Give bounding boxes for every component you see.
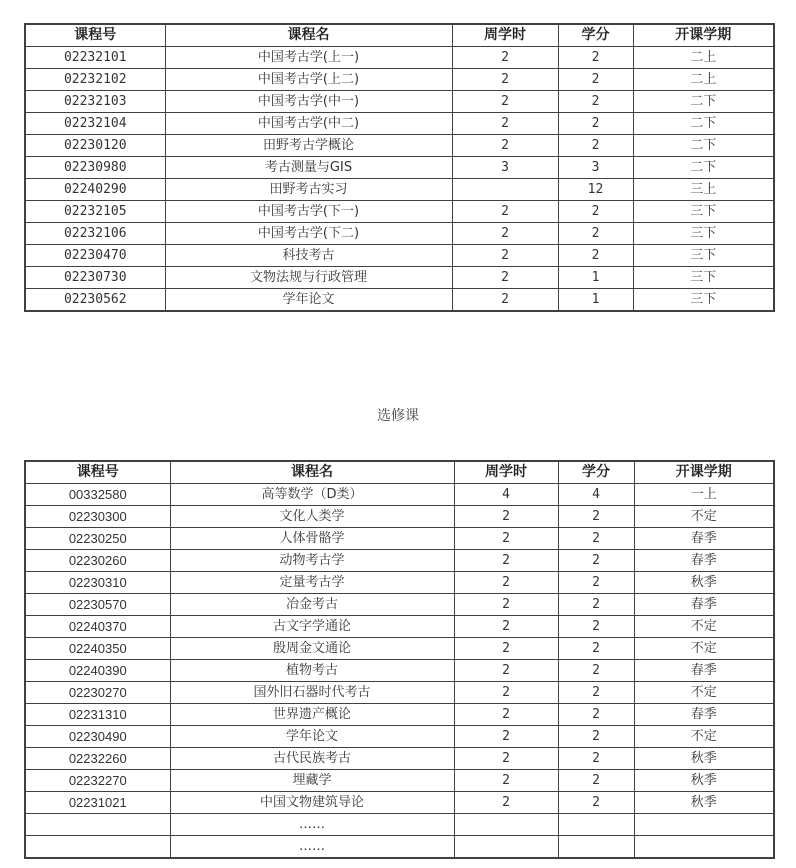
semester-cell: 二上 xyxy=(633,47,774,69)
table-row xyxy=(25,289,774,312)
table-row xyxy=(25,638,774,660)
weekly-hours-cell: 2 xyxy=(454,550,558,572)
course-code-cell xyxy=(25,836,170,859)
semester-cell: 不定 xyxy=(634,682,774,704)
table-row xyxy=(25,704,774,726)
course-name-cell: 殷周金文通论 xyxy=(170,638,454,660)
credits-cell: 2 xyxy=(558,113,633,135)
semester-cell: 不定 xyxy=(634,638,774,660)
course-name-cell: 中国考古学(上一) xyxy=(165,47,452,69)
course-name-cell: …… xyxy=(170,814,454,836)
course-code-cell: 02230730 xyxy=(25,267,165,289)
credits-cell: 3 xyxy=(558,157,633,179)
credits-cell: 2 xyxy=(558,682,634,704)
weekly-hours-cell: 2 xyxy=(454,792,558,814)
course-code-cell: 02240390 xyxy=(25,660,170,682)
semester-cell: 三下 xyxy=(633,289,774,312)
weekly-hours-cell: 2 xyxy=(454,616,558,638)
course-code-cell: 02230562 xyxy=(25,289,165,312)
table-row xyxy=(25,157,774,179)
table-row xyxy=(25,267,774,289)
course-name-cell: 文化人类学 xyxy=(170,506,454,528)
table-row xyxy=(25,726,774,748)
header-credits: 学分 xyxy=(558,461,634,484)
credits-cell: 2 xyxy=(558,748,634,770)
credits-cell: 2 xyxy=(558,69,633,91)
course-name-cell: 中国文物建筑导论 xyxy=(170,792,454,814)
weekly-hours-cell: 2 xyxy=(454,770,558,792)
credits-cell: 2 xyxy=(558,528,634,550)
credits-cell: 2 xyxy=(558,770,634,792)
course-name-cell: 文物法规与行政管理 xyxy=(165,267,452,289)
table-header-row xyxy=(25,24,774,47)
course-name-cell: 考古测量与GIS xyxy=(165,157,452,179)
semester-cell: 二下 xyxy=(633,135,774,157)
weekly-hours-cell xyxy=(454,814,558,836)
course-code-cell: 02230470 xyxy=(25,245,165,267)
weekly-hours-cell: 2 xyxy=(452,91,558,113)
header-weekly-hours: 周学时 xyxy=(454,461,558,484)
credits-cell: 2 xyxy=(558,660,634,682)
required-course-table xyxy=(24,23,775,312)
course-name-cell: 冶金考古 xyxy=(170,594,454,616)
table-row xyxy=(25,245,774,267)
credits-cell: 2 xyxy=(558,638,634,660)
credits-cell: 2 xyxy=(558,550,634,572)
course-code-cell: 02230980 xyxy=(25,157,165,179)
semester-cell: 不定 xyxy=(634,616,774,638)
weekly-hours-cell: 2 xyxy=(452,223,558,245)
course-code-cell: 02232104 xyxy=(25,113,165,135)
credits-cell: 2 xyxy=(558,135,633,157)
table-row xyxy=(25,792,774,814)
course-code-cell: 02232106 xyxy=(25,223,165,245)
elective-course-table xyxy=(24,460,775,859)
semester-cell: 三下 xyxy=(633,201,774,223)
weekly-hours-cell: 2 xyxy=(454,528,558,550)
course-code-cell: 02240290 xyxy=(25,179,165,201)
weekly-hours-cell: 2 xyxy=(454,594,558,616)
credits-cell: 2 xyxy=(558,47,633,69)
semester-cell: 秋季 xyxy=(634,792,774,814)
semester-cell: 二下 xyxy=(633,157,774,179)
credits-cell: 1 xyxy=(558,289,633,312)
weekly-hours-cell: 2 xyxy=(454,748,558,770)
table-header-row xyxy=(25,461,774,484)
table-row xyxy=(25,616,774,638)
credits-cell: 2 xyxy=(558,506,634,528)
course-code-cell: 02232101 xyxy=(25,47,165,69)
course-name-cell: 科技考古 xyxy=(165,245,452,267)
weekly-hours-cell: 2 xyxy=(452,245,558,267)
semester-cell: 春季 xyxy=(634,660,774,682)
credits-cell: 4 xyxy=(558,484,634,506)
header-weekly-hours: 周学时 xyxy=(452,24,558,47)
course-code-cell: 02240370 xyxy=(25,616,170,638)
semester-cell xyxy=(634,836,774,859)
course-name-cell: 高等数学（D类） xyxy=(170,484,454,506)
semester-cell: 秋季 xyxy=(634,572,774,594)
header-credits: 学分 xyxy=(558,24,633,47)
course-name-cell: …… xyxy=(170,836,454,859)
semester-cell: 不定 xyxy=(634,726,774,748)
course-code-cell: 02240350 xyxy=(25,638,170,660)
table-row xyxy=(25,594,774,616)
course-name-cell: 中国考古学(中二) xyxy=(165,113,452,135)
course-code-cell: 02230260 xyxy=(25,550,170,572)
course-name-cell: 定量考古学 xyxy=(170,572,454,594)
weekly-hours-cell: 2 xyxy=(454,682,558,704)
table-row xyxy=(25,682,774,704)
header-course-name: 课程名 xyxy=(165,24,452,47)
header-course-code: 课程号 xyxy=(25,461,170,484)
credits-cell: 2 xyxy=(558,91,633,113)
course-name-cell: 学年论文 xyxy=(165,289,452,312)
weekly-hours-cell xyxy=(452,179,558,201)
weekly-hours-cell: 2 xyxy=(452,69,558,91)
weekly-hours-cell: 2 xyxy=(452,113,558,135)
course-name-cell: 田野考古学概论 xyxy=(165,135,452,157)
course-name-cell: 埋藏学 xyxy=(170,770,454,792)
semester-cell: 二上 xyxy=(633,69,774,91)
weekly-hours-cell: 2 xyxy=(454,660,558,682)
course-name-cell: 动物考古学 xyxy=(170,550,454,572)
table-row xyxy=(25,572,774,594)
credits-cell: 2 xyxy=(558,201,633,223)
course-code-cell: 02231310 xyxy=(25,704,170,726)
table-row xyxy=(25,836,774,859)
course-name-cell: 世界遗产概论 xyxy=(170,704,454,726)
weekly-hours-cell xyxy=(454,836,558,859)
table-row xyxy=(25,135,774,157)
semester-cell: 春季 xyxy=(634,594,774,616)
course-code-cell: 02230490 xyxy=(25,726,170,748)
course-code-cell xyxy=(25,814,170,836)
semester-cell: 三下 xyxy=(633,267,774,289)
course-code-cell: 02230120 xyxy=(25,135,165,157)
credits-cell: 2 xyxy=(558,572,634,594)
table-row xyxy=(25,506,774,528)
course-code-cell: 02232260 xyxy=(25,748,170,770)
course-name-cell: 中国考古学(上二) xyxy=(165,69,452,91)
header-semester: 开课学期 xyxy=(633,24,774,47)
table-row xyxy=(25,91,774,113)
table-row xyxy=(25,201,774,223)
semester-cell: 三下 xyxy=(633,245,774,267)
course-code-cell: 02230270 xyxy=(25,682,170,704)
semester-cell: 春季 xyxy=(634,528,774,550)
table-row xyxy=(25,660,774,682)
course-name-cell: 人体骨骼学 xyxy=(170,528,454,550)
credits-cell: 2 xyxy=(558,792,634,814)
course-code-cell: 02230250 xyxy=(25,528,170,550)
semester-cell: 春季 xyxy=(634,550,774,572)
semester-cell: 一上 xyxy=(634,484,774,506)
weekly-hours-cell: 2 xyxy=(454,506,558,528)
course-name-cell: 中国考古学(下二) xyxy=(165,223,452,245)
table-row xyxy=(25,223,774,245)
semester-cell: 三下 xyxy=(633,223,774,245)
course-code-cell: 00332580 xyxy=(25,484,170,506)
table-row xyxy=(25,484,774,506)
weekly-hours-cell: 2 xyxy=(452,135,558,157)
weekly-hours-cell: 2 xyxy=(452,289,558,312)
header-course-name: 课程名 xyxy=(170,461,454,484)
weekly-hours-cell: 2 xyxy=(452,47,558,69)
semester-cell xyxy=(634,814,774,836)
weekly-hours-cell: 2 xyxy=(454,726,558,748)
credits-cell xyxy=(558,836,634,859)
credits-cell: 2 xyxy=(558,594,634,616)
credits-cell: 2 xyxy=(558,704,634,726)
semester-cell: 秋季 xyxy=(634,748,774,770)
table-row xyxy=(25,550,774,572)
semester-cell: 春季 xyxy=(634,704,774,726)
header-course-code: 课程号 xyxy=(25,24,165,47)
table-row xyxy=(25,179,774,201)
credits-cell xyxy=(558,814,634,836)
credits-cell: 2 xyxy=(558,726,634,748)
semester-cell: 二下 xyxy=(633,91,774,113)
table-row xyxy=(25,113,774,135)
course-code-cell: 02231021 xyxy=(25,792,170,814)
course-name-cell: 古代民族考古 xyxy=(170,748,454,770)
credits-cell: 12 xyxy=(558,179,633,201)
course-name-cell: 中国考古学(中一) xyxy=(165,91,452,113)
course-name-cell: 学年论文 xyxy=(170,726,454,748)
weekly-hours-cell: 2 xyxy=(454,704,558,726)
course-code-cell: 02230310 xyxy=(25,572,170,594)
course-code-cell: 02230300 xyxy=(25,506,170,528)
course-code-cell: 02232102 xyxy=(25,69,165,91)
table-row xyxy=(25,528,774,550)
course-code-cell: 02232103 xyxy=(25,91,165,113)
weekly-hours-cell: 3 xyxy=(452,157,558,179)
semester-cell: 秋季 xyxy=(634,770,774,792)
table-row xyxy=(25,770,774,792)
credits-cell: 2 xyxy=(558,223,633,245)
credits-cell: 1 xyxy=(558,267,633,289)
credits-cell: 2 xyxy=(558,245,633,267)
semester-cell: 不定 xyxy=(634,506,774,528)
course-code-cell: 02230570 xyxy=(25,594,170,616)
table-row xyxy=(25,69,774,91)
table-row xyxy=(25,814,774,836)
weekly-hours-cell: 2 xyxy=(454,572,558,594)
course-code-cell: 02232270 xyxy=(25,770,170,792)
weekly-hours-cell: 2 xyxy=(452,201,558,223)
semester-cell: 二下 xyxy=(633,113,774,135)
required-table-body xyxy=(25,47,774,312)
course-name-cell: 中国考古学(下一) xyxy=(165,201,452,223)
course-code-cell: 02232105 xyxy=(25,201,165,223)
course-name-cell: 国外旧石器时代考古 xyxy=(170,682,454,704)
elective-table-body xyxy=(25,484,774,859)
elective-section-title: 选修课 xyxy=(377,408,419,424)
course-name-cell: 植物考古 xyxy=(170,660,454,682)
course-name-cell: 田野考古实习 xyxy=(165,179,452,201)
table-row xyxy=(25,47,774,69)
weekly-hours-cell: 2 xyxy=(452,267,558,289)
semester-cell: 三上 xyxy=(633,179,774,201)
weekly-hours-cell: 4 xyxy=(454,484,558,506)
weekly-hours-cell: 2 xyxy=(454,638,558,660)
credits-cell: 2 xyxy=(558,616,634,638)
course-name-cell: 古文字学通论 xyxy=(170,616,454,638)
header-semester: 开课学期 xyxy=(634,461,774,484)
table-row xyxy=(25,748,774,770)
